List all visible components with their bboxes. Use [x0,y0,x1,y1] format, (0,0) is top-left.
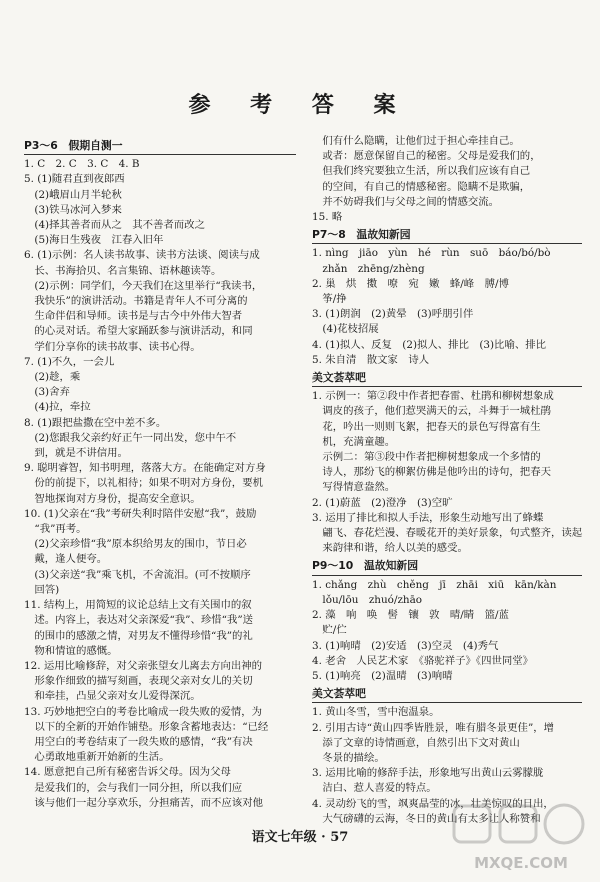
answer-line: 学们分享你的读书故事、读书心得。 [24,340,201,353]
answer-line: 1. 示例一：第②段中作者把春雷、杜鹃和柳树想象成 [312,390,554,403]
answer-line: 1. C 2. C 3. C 4. B [24,158,140,171]
answer-line: (2)峨眉山月半轮秋 [24,188,122,201]
answer-line: 8. (1)跟把盐撒在空中差不多。 [24,416,167,429]
answer-line: 7. (1)不久，一会儿 [24,355,115,368]
answer-line: 2. (1)蔚蓝 (2)澄净 (3)空旷 [312,496,453,509]
answer-line: 的围巾的感激之情，对男友不懂得珍惜“我”的礼 [24,629,253,642]
answer-line: 6. (1)示例：名人读书故事、读书方法谈、阅读与成 [24,249,260,262]
answer-line: 形象作细致的描写刻画，表现父亲对女儿的关切 [24,675,253,688]
answer-line: 物和情谊的感慨。 [24,644,118,657]
answer-line: 2. 巢 烘 擞 嘹 宛 嫩 蜂/峰 膊/博 [312,277,509,290]
answer-line: 诗人，那纷飞的柳絮仿佛是他吟出的诗句，把春天 [312,466,551,479]
answer-line: 添了文章的诗情画意，自然引出下文对黄山 [312,736,520,749]
answer-line: “我”再考。 [24,523,87,536]
answer-line: 5. (1)随君直到夜郎西 [24,173,125,186]
page-title: 参 考 答 案 [188,93,412,118]
answer-line: 以下的全新的开始作铺垫。形象含蓄地表达：“已经 [24,720,269,733]
answer-line: 该与他们一起分享欢乐，分担痛苦，而不应该对他 [24,796,263,809]
answer-line: 和牵挂，凸显父亲对女儿爱得深沉。 [24,690,201,703]
answer-line: 3. 运用比喻的修辞手法，形象地写出黄山云雾朦胧 [312,767,544,780]
answer-line: 1. 黄山冬雪，雪中泡温泉。 [312,706,440,719]
answer-line: (2)趁，乘 [24,371,81,384]
answer-line: 13. 巧妙地把空白的考卷比喻成一段失败的爱情，为 [24,705,263,718]
section-heading: 美文荟萃吧 [312,686,582,703]
answer-line: 心勇敢地重新开始新的生活。 [24,751,170,764]
answer-line: 的心灵对话。希望大家踊跃参与演讲活动，和同 [24,325,253,338]
answer-line: 15. 略 [312,211,343,224]
answer-line: (2)父亲珍惜“我”原本织给男友的围巾，节日必 [24,538,247,551]
answer-line: 机，充满童趣。 [312,435,396,448]
answer-line: 回答) [24,583,60,596]
answer-line: 我快乐”的演讲活动。书籍是青年人不可分离的 [24,295,248,308]
answer-line: 3. (1)响晴 (2)安适 (3)空灵 (4)秀气 [312,639,499,652]
answer-line: 翩飞、春花烂漫、春暖花开的美好景象，句式整齐，读起 [312,527,582,540]
left-column [24,136,296,811]
answer-line: (4)拉，牵拉 [24,401,91,414]
answer-line: 份的前提下，以礼相待；如果不明对方身份，要机 [24,477,263,490]
answer-line: 14. 愿意把自己所有秘密告诉父母。因为父母 [24,766,231,779]
answer-line: 筝/挣 [312,293,347,306]
answer-line: 洁白、惹人喜爱的特点。 [312,782,437,795]
watermark-logo [450,800,592,878]
answer-line: 9. 聪明睿智，知书明理，落落大方。在能确定对方身 [24,462,266,475]
answer-line: 10. (1)父亲在“我”考研失利时陪伴安慰“我”，鼓励 [24,507,257,520]
answer-line: 2. 引用古诗“黄山四季皆胜景，唯有腊冬景更佳”，增 [312,721,555,734]
answer-line: 们有什么隐瞒，让他们过于担心牵挂自己。 [312,135,520,147]
answer-line: 或者：愿意保留自己的秘密。父母是爱我们的， [312,150,541,163]
answer-line: (4)择其善者而从之 其不善者而改之 [24,219,205,232]
answer-line: 来韵律和谐，给人以美的感受。 [312,542,468,555]
answer-line: 3. (1)朗润 (2)黄晕 (3)呼朋引伴 [312,308,474,321]
answer-line: 1. chǎng zhù chěng jī zhāi xiū kān/kàn [312,578,557,591]
answer-line: 5. (1)响亮 (2)温晴 (3)响晴 [312,669,453,682]
section-heading: 美文荟萃吧 [312,370,582,387]
answer-line: 智地探询对方身份，提高安全意识。 [24,492,201,505]
answer-line: 11. 结构上，用简短的议论总结上文有关围巾的叙 [24,599,252,612]
answer-line: (3)父亲送“我”乘飞机，不舍流泪。(可不按顺序 [24,568,251,581]
answer-line: 述。内容上，表达对父亲深爱“我”、珍惜“我”送 [24,614,254,627]
section-heading: P7～8 温故知新园 [312,227,582,244]
answer-line: 4. 灵动纷飞的雪，飒爽晶莹的冰，壮美惊叹的日出， [312,797,554,810]
answer-line: (2)示例：同学们，今天我们在这里举行“我读书， [24,279,263,292]
answer-line: 的空间，有自己的情感秘密。隐瞒不是欺骗， [312,180,531,193]
right-column [312,134,582,827]
answer-line: 冬景的描绘。 [312,751,385,764]
answer-line: 12. 运用比喻修辞，对父亲张望女儿离去方向出神的 [24,659,263,672]
answer-line: 4. (1)拟人、反复 (2)拟人、排比 (3)比喻、排比 [312,338,547,351]
answer-line: 调皮的孩子，他们惹哭满天的云，斗舞于一城杜鹃 [312,405,551,418]
answer-line: 贮/伫 [312,624,347,637]
answer-line: (3)铁马冰河入梦来 [24,203,122,216]
answer-line: 示例二：第③段中作者把柳树想象成一个多情的 [312,451,541,464]
watermark-text: MXQE.COM [474,854,568,872]
answer-line: 4. 老舍 人民艺术家 《骆驼祥子》《四世同堂》 [312,654,534,667]
answer-line: 大气磅礴的云海，冬日的黄山有太多让人称赞和 [312,812,541,825]
answer-line: 3. 运用了排比和拟人手法，形象生动地写出了蜂蝶 [312,511,544,524]
answer-line: 1. nìng jiāo yùn hé rùn suō báo/bó/bò [312,247,551,260]
section-heading: P3～6 假期自测一 [24,138,296,155]
answer-line: 是爱我们的，会与我们一同分担，所以我们应 [24,781,243,794]
answer-line: 戴，逢人便夸。 [24,553,108,566]
answer-line: (5)海日生残夜 江春入旧年 [24,234,164,247]
answer-line: 但我们终究要独立生活，所以我们应该有自己 [312,165,531,178]
answer-line: 并不妨碍我们与父母之间的情感交流。 [312,195,500,208]
answer-line: 5. 朱自清 散文家 诗人 [312,353,430,366]
section-heading: P9～10 温故知新园 [312,558,582,575]
answer-line: 用空白的考卷结束了一段失败的感情，“我”有决 [24,735,253,748]
answer-line: 花，吟出一则则飞絮，把春天的景色写得富有生 [312,420,541,433]
page-footer: 语文七年级 · 57 [251,830,349,845]
answer-line: 2. 藻 响 唤 髻 镶 敦 晴/睛 篮/蓝 [312,609,509,622]
answer-line: 写得情意盎然。 [312,481,396,494]
answer-line: 到，就是不讲信用。 [24,447,128,460]
answer-line: (3)舍弃 [24,386,70,399]
answer-line: zhǎn zhēng/zhèng [312,262,425,275]
answer-line: (2)您跟我父亲约好正午一同出发，您中午不 [24,431,237,444]
answer-line: 生命伴侣和导师。读书是与古今中外伟大智者 [24,310,243,323]
answer-line: lǒu/lōu zhuó/zhāo [312,593,423,606]
answer-line: 长、书海拾贝、名言集锦、语林趣读等。 [24,264,222,277]
answer-line: (4)花枝招展 [312,323,379,336]
